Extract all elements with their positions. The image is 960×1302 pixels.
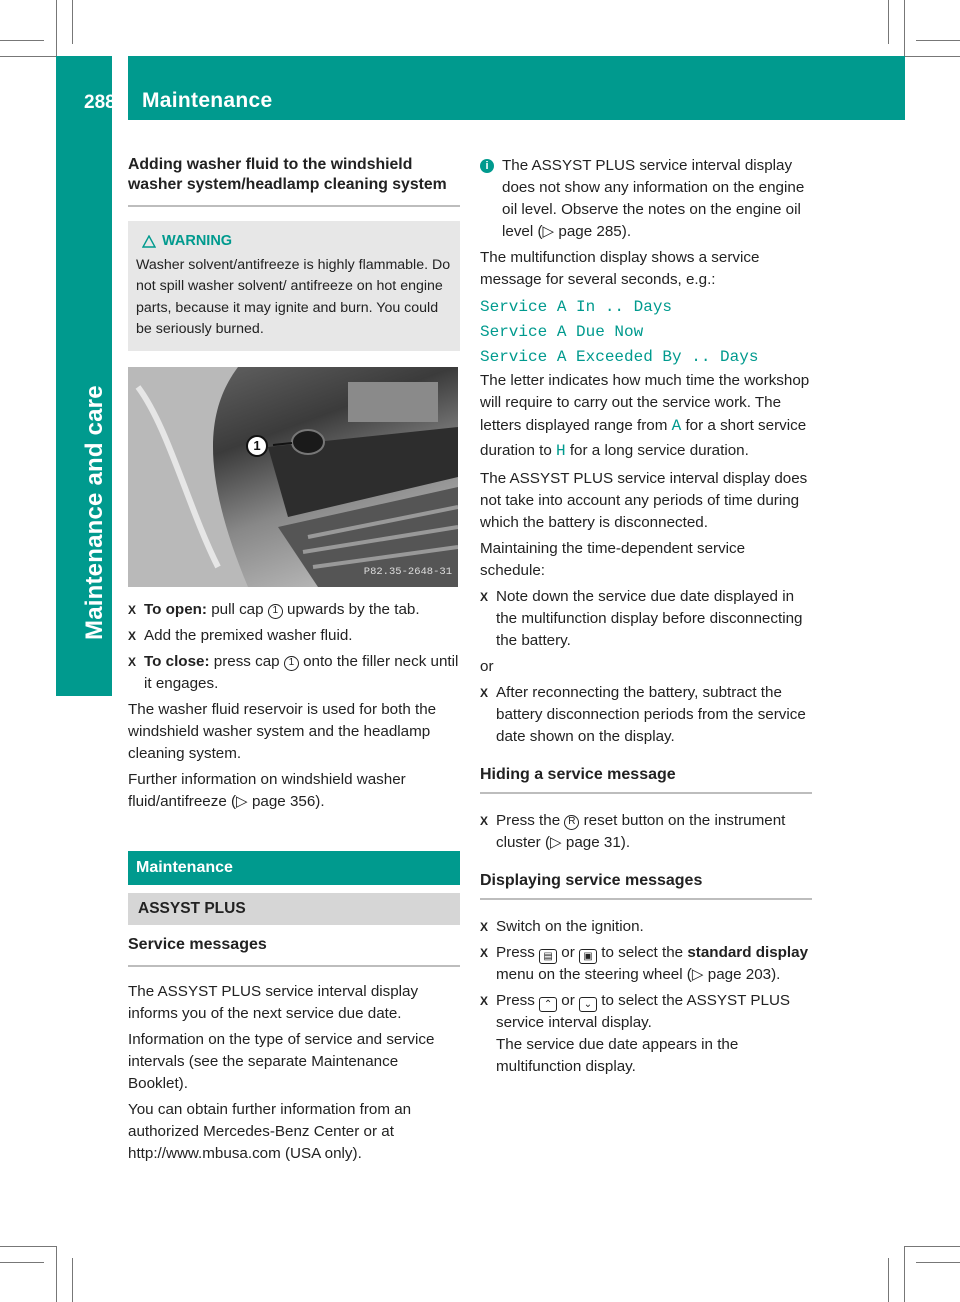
step-text: Add the premixed washer fluid. <box>144 626 353 644</box>
or-text: or <box>480 658 494 675</box>
info-text: The ASSYST PLUS service interval display does not show any information on the engine oil level. Observe the notes on the engine oil level (▷ page 285). <box>502 157 805 240</box>
maintenance-heading: Maintenance <box>128 851 460 885</box>
text-run: Press the <box>496 812 565 829</box>
paragraph: The washer fluid reservoir is used for both the windshield washer system and the headlamp cleaning system. <box>128 700 437 762</box>
crop-mark <box>72 0 73 44</box>
paragraph: You can obtain further information from an authorized Mercedes-Benz Center or at http://www.mbusa.com (USA only). <box>128 1100 412 1162</box>
callout-ref: 1 <box>284 656 299 671</box>
step-close <box>128 651 460 695</box>
step-bold: To close: <box>144 652 210 670</box>
text-run: The letter indicates how much time the workshop will require to carry out the service work. The letters displayed range from <box>480 372 810 434</box>
info-icon: i <box>480 159 494 173</box>
crop-mark <box>904 0 905 56</box>
crop-mark <box>904 1246 905 1302</box>
step-add <box>128 625 460 647</box>
step-select-assyst <box>480 990 812 1078</box>
crop-mark <box>888 1258 889 1302</box>
step-ignition: X Switch on the ignition. <box>480 916 812 938</box>
step-note-date: X Note down the service due date displayed in the multifunction display before disconnecting the battery. <box>480 586 812 652</box>
step-text: pull cap <box>206 600 268 618</box>
step-text: onto the filler neck until it engages. <box>144 652 459 692</box>
step-open <box>128 599 460 621</box>
figure-code: P82.35-2648-31 <box>363 565 452 578</box>
step-subtract: X After reconnecting the battery, subtract the battery disconnection periods from the service date shown on the display. <box>480 682 812 748</box>
left-column <box>128 155 460 1169</box>
page-title: Maintenance <box>142 89 273 112</box>
text-run: for a long service duration. <box>565 442 749 459</box>
warning-triangle-icon <box>142 235 156 248</box>
text-run: or <box>557 944 579 961</box>
service-messages-title: Service messages <box>128 935 460 967</box>
crop-mark <box>72 1258 73 1302</box>
text-run: to select the ASSYST PLUS service interval display. <box>496 992 791 1031</box>
crop-mark <box>916 1262 960 1263</box>
down-button-icon: ⌄ <box>579 997 597 1012</box>
reset-button-icon: R <box>564 815 579 830</box>
paragraph <box>480 370 812 464</box>
side-tab-label: Maintenance and care <box>81 385 108 640</box>
right-column <box>480 155 812 1082</box>
paragraph: Further information on windshield washer fluid/antifreeze (▷ page 356). <box>128 770 406 810</box>
paragraph: Maintaining the time-dependent service schedule: <box>480 540 746 579</box>
text-run: Press <box>496 992 540 1009</box>
crop-mark <box>56 1246 57 1302</box>
crop-mark <box>916 40 960 41</box>
step-text: upwards by the tab. <box>282 600 420 618</box>
assyst-plus-heading: ASSYST PLUS <box>128 893 460 925</box>
engine-illustration <box>128 367 458 587</box>
crop-mark <box>888 0 889 44</box>
step-select-menu <box>480 942 812 986</box>
letter-a: A <box>671 417 682 435</box>
hiding-title: Hiding a service message <box>480 764 812 794</box>
engine-bay-photo <box>128 367 458 587</box>
warning-box <box>128 221 460 351</box>
callout-ref: 1 <box>268 604 283 619</box>
letter-h: H <box>556 442 566 460</box>
crop-mark <box>904 56 960 57</box>
text-run: for a short service duration to <box>480 417 807 459</box>
crop-mark <box>0 40 44 41</box>
crop-mark <box>0 1246 56 1247</box>
warning-header <box>142 231 452 253</box>
paragraph: The multifunction display shows a service message for several seconds, e.g.: <box>480 249 760 288</box>
text-run: reset button on the instrument cluster (▷ page 31). <box>496 812 786 851</box>
standard-display-label: standard display <box>687 944 809 961</box>
warning-text: Washer solvent/antifreeze is highly flammable. Do not spill washer solvent/ antifreeze on hot engine parts, because it may ignite and burn. You could be seriously burned. <box>136 256 451 337</box>
warning-label: WARNING <box>162 233 233 249</box>
paragraph: The ASSYST PLUS service interval display informs you of the next service due date. <box>128 982 419 1022</box>
section-title: Adding washer fluid to the windshield washer system/headlamp cleaning system <box>128 155 460 207</box>
paragraph: Information on the type of service and service intervals (see the separate Maintenance Booklet). <box>128 1030 435 1092</box>
menu-left-button-icon: ▤ <box>539 949 557 964</box>
paragraph: The ASSYST PLUS service interval display does not take into account any periods of time during which the battery is disconnected. <box>480 470 808 531</box>
step-bold: To open: <box>144 600 207 618</box>
crop-mark <box>0 1262 44 1263</box>
menu-right-button-icon: ▣ <box>579 949 597 964</box>
display-message: Service A In .. Days <box>480 298 673 316</box>
crop-mark <box>56 0 57 56</box>
text-run: menu on the steering wheel (▷ page 203). <box>496 966 781 983</box>
text-run: Press <box>496 944 540 961</box>
display-message: Service A Exceeded By .. Days <box>480 348 759 366</box>
text-run: to select the <box>597 944 688 961</box>
page-number: 288 <box>84 92 116 113</box>
crop-mark <box>0 56 56 57</box>
crop-mark <box>904 1246 960 1247</box>
step-reset <box>480 810 812 854</box>
text-run: or <box>557 992 579 1009</box>
up-button-icon: ⌃ <box>539 997 557 1012</box>
displaying-title: Displaying service messages <box>480 870 812 900</box>
info-note <box>480 155 812 243</box>
display-message: Service A Due Now <box>480 323 644 341</box>
callout-1: 1 <box>246 435 268 457</box>
text-run: The service due date appears in the multifunction display. <box>496 1036 739 1075</box>
step-text: press cap <box>209 652 284 670</box>
